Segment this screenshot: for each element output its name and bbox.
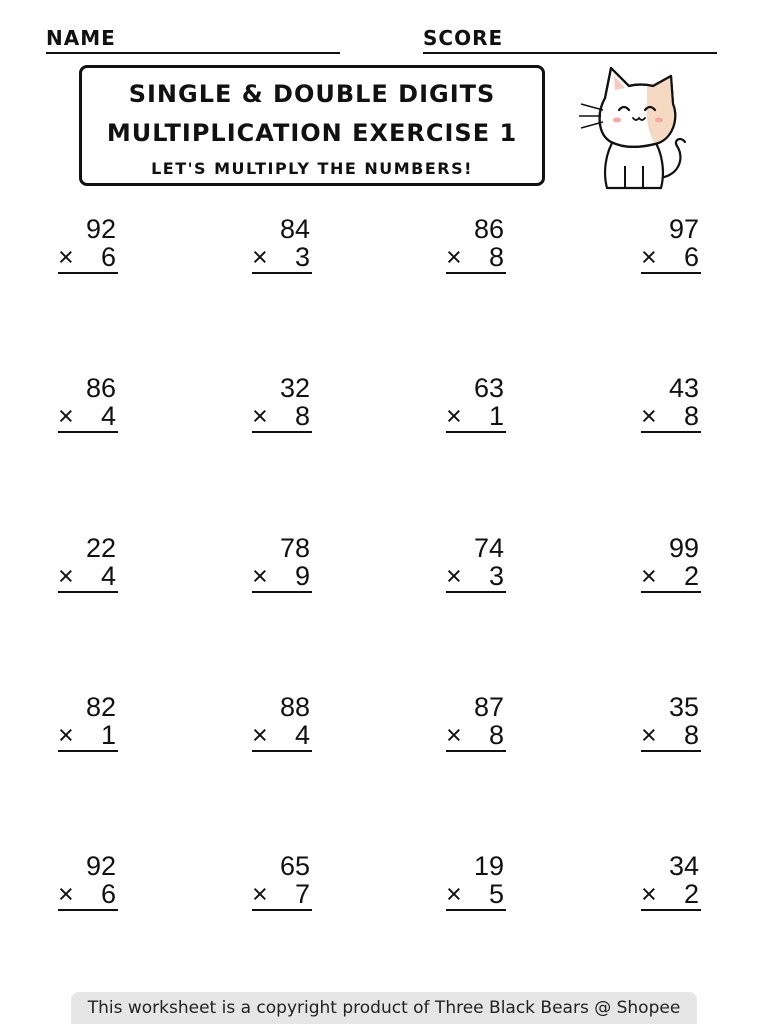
multiplier: 8	[488, 242, 504, 272]
multiplier-row	[252, 720, 312, 752]
problem-item	[641, 533, 701, 593]
name-field[interactable]	[46, 24, 340, 54]
times-sign: ×	[252, 879, 268, 909]
problem-item	[252, 851, 312, 911]
problem-item	[252, 373, 312, 433]
problem-item	[641, 214, 701, 274]
problem-item	[446, 692, 506, 752]
multiplier-row	[58, 242, 118, 274]
multiplicand: 82	[85, 692, 116, 722]
multiplicand: 63	[473, 373, 504, 403]
multiplicand: 92	[85, 214, 116, 244]
multiplier-row	[446, 879, 506, 911]
times-sign: ×	[641, 561, 657, 591]
multiplier: 1	[100, 720, 116, 750]
multiplier-row	[58, 401, 118, 433]
multiplier: 5	[488, 879, 504, 909]
multiplicand: 87	[473, 692, 504, 722]
multiplier: 9	[294, 561, 310, 591]
multiplicand: 86	[473, 214, 504, 244]
times-sign: ×	[641, 879, 657, 909]
title-line-1: SINGLE & DOUBLE DIGITS	[128, 80, 496, 108]
multiplicand: 74	[473, 533, 504, 563]
multiplicand: 35	[668, 692, 699, 722]
problem-item	[446, 373, 506, 433]
multiplicand: 78	[279, 533, 310, 563]
problem-item	[641, 851, 701, 911]
multiplier: 6	[100, 242, 116, 272]
times-sign: ×	[252, 720, 268, 750]
multiplier: 7	[294, 879, 310, 909]
problem-item	[58, 692, 118, 752]
multiplier: 3	[488, 561, 504, 591]
multiplier: 8	[294, 401, 310, 431]
name-label: NAME	[46, 26, 116, 50]
multiplier-row	[58, 561, 118, 593]
multiplier-row	[641, 561, 701, 593]
multiplier: 6	[683, 242, 699, 272]
multiplicand: 34	[668, 851, 699, 881]
title-line-2: MULTIPLICATION EXERCISE 1	[106, 119, 518, 147]
multiplier-row	[641, 242, 701, 274]
title-box	[79, 65, 545, 186]
problem-item	[252, 533, 312, 593]
score-field[interactable]	[423, 24, 717, 54]
multiplier: 6	[100, 879, 116, 909]
problem-item	[58, 533, 118, 593]
multiplier-row	[641, 879, 701, 911]
times-sign: ×	[446, 242, 462, 272]
times-sign: ×	[446, 401, 462, 431]
problem-item	[446, 533, 506, 593]
score-label: SCORE	[423, 26, 504, 50]
multiplicand: 86	[85, 373, 116, 403]
multiplier-row	[252, 879, 312, 911]
multiplier: 4	[294, 720, 310, 750]
times-sign: ×	[641, 401, 657, 431]
multiplier-row	[58, 879, 118, 911]
problem-item	[446, 214, 506, 274]
problem-item	[58, 373, 118, 433]
times-sign: ×	[58, 879, 74, 909]
multiplier-row	[252, 401, 312, 433]
times-sign: ×	[58, 242, 74, 272]
multiplicand: 92	[85, 851, 116, 881]
multiplier: 1	[488, 401, 504, 431]
multiplicand: 88	[279, 692, 310, 722]
cat-icon	[575, 58, 695, 194]
times-sign: ×	[446, 720, 462, 750]
multiplier-row	[252, 242, 312, 274]
multiplier: 4	[100, 401, 116, 431]
multiplicand: 43	[668, 373, 699, 403]
multiplicand: 22	[85, 533, 116, 563]
multiplier-row	[252, 561, 312, 593]
times-sign: ×	[641, 720, 657, 750]
multiplier: 4	[100, 561, 116, 591]
multiplier-row	[446, 242, 506, 274]
multiplier-row	[446, 401, 506, 433]
times-sign: ×	[58, 401, 74, 431]
times-sign: ×	[252, 242, 268, 272]
multiplier: 2	[683, 561, 699, 591]
times-sign: ×	[58, 720, 74, 750]
times-sign: ×	[446, 561, 462, 591]
multiplier: 2	[683, 879, 699, 909]
times-sign: ×	[446, 879, 462, 909]
multiplier-row	[58, 720, 118, 752]
times-sign: ×	[252, 401, 268, 431]
problem-item	[446, 851, 506, 911]
problem-item	[252, 692, 312, 752]
times-sign: ×	[641, 242, 657, 272]
multiplier-row	[446, 561, 506, 593]
multiplier: 8	[683, 720, 699, 750]
problem-item	[252, 214, 312, 274]
problem-item	[58, 851, 118, 911]
multiplicand: 65	[279, 851, 310, 881]
multiplier: 8	[683, 401, 699, 431]
copyright-footer: This worksheet is a copyright product of Three Black Bears @ Shopee	[71, 992, 697, 1024]
multiplier: 3	[294, 242, 310, 272]
multiplicand: 19	[473, 851, 504, 881]
subtitle: LET'S MULTIPLY THE NUMBERS!	[151, 159, 473, 178]
multiplicand: 97	[668, 214, 699, 244]
multiplier-row	[446, 720, 506, 752]
multiplicand: 99	[668, 533, 699, 563]
multiplier: 8	[488, 720, 504, 750]
problem-item	[58, 214, 118, 274]
times-sign: ×	[252, 561, 268, 591]
multiplicand: 84	[279, 214, 310, 244]
problem-item	[641, 373, 701, 433]
times-sign: ×	[58, 561, 74, 591]
multiplier-row	[641, 401, 701, 433]
multiplicand: 32	[279, 373, 310, 403]
multiplier-row	[641, 720, 701, 752]
problem-item	[641, 692, 701, 752]
